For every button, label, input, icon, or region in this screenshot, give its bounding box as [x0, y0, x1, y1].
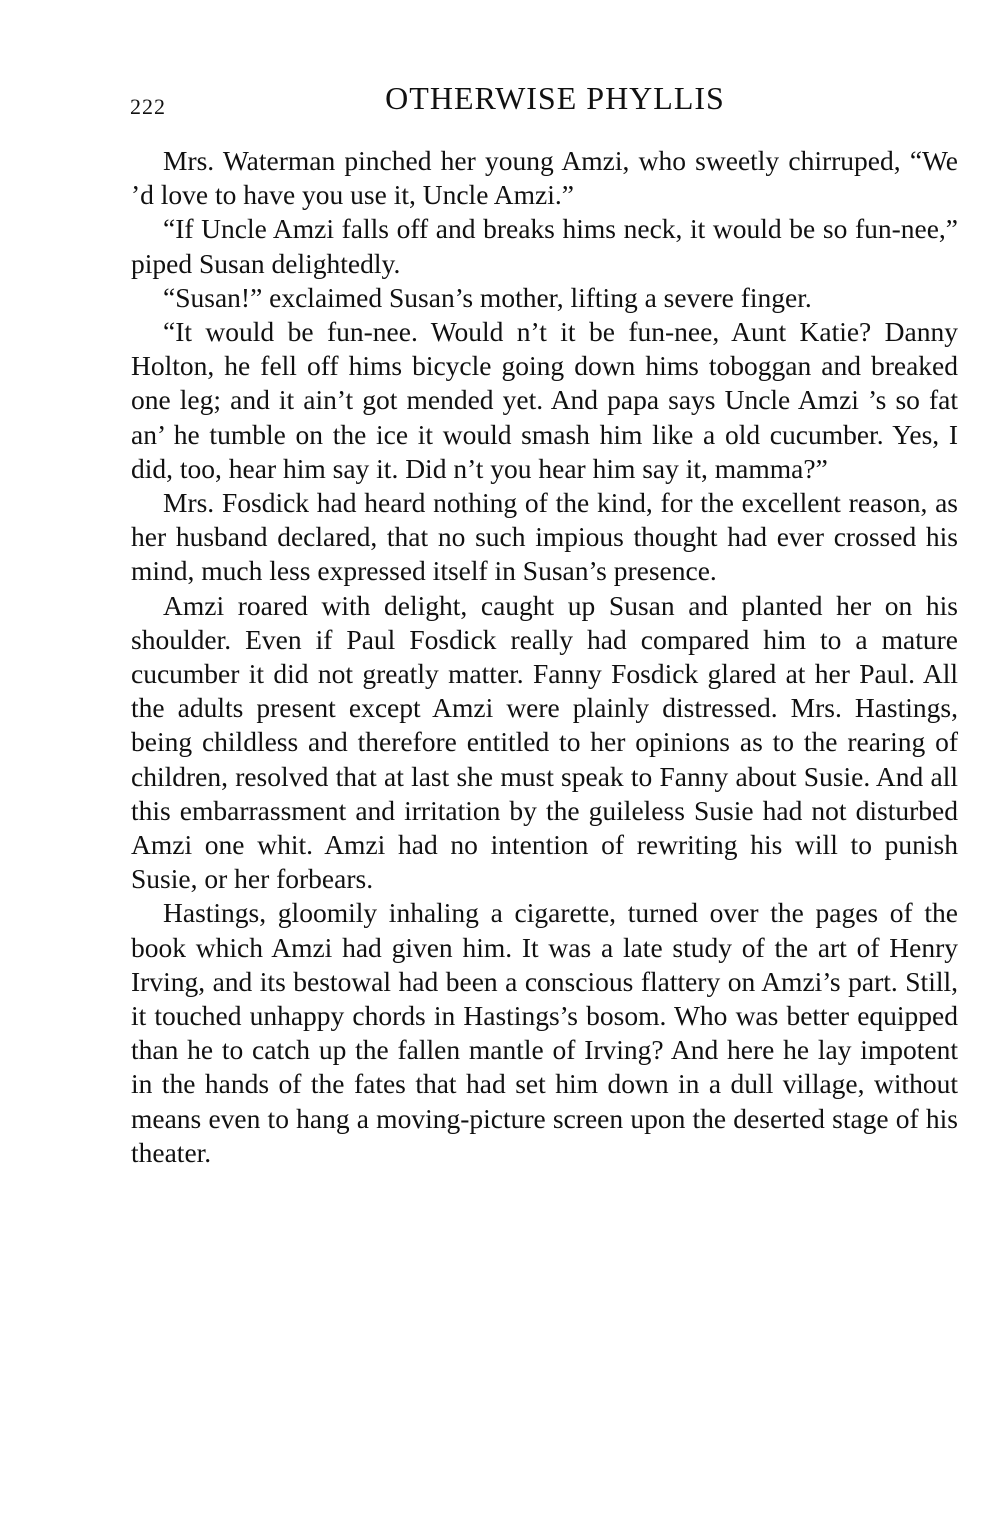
page-header [130, 80, 960, 124]
paragraph-6: Amzi roared with delight, caught up Susan and planted her on his shoulder. Even if Paul Fosdick really had compared him to a mature cucumber it did not greatly matter. Fanny Fosdick glared at her Paul. All the adults present except Amzi were plainly distressed. Mrs. Hastings, being childless and therefore entitled to her opinions as to the rearing of children, resolved that at last she must speak to Fanny about Susie. And all this embarrassment and irritation by the guileless Susie had not disturbed Amzi one whit. Amzi had no intention of rewriting his will to punish Susie, or her forbears. [131, 589, 958, 895]
paragraph-2: “If Uncle Amzi falls off and breaks hims neck, it would be so fun-nee,” piped Susan delightedly. [131, 213, 958, 279]
running-title: OTHERWISE PHYLLIS [385, 80, 725, 116]
paragraph-1: Mrs. Waterman pinched her young Amzi, who sweetly chirruped, “We ’d love to have you use it, Uncle Amzi.” [131, 145, 958, 211]
body-text [131, 144, 958, 1170]
paragraph-7: Hastings, gloomily inhaling a cigarette, turned over the pages of the book which Amzi had given him. It was a late study of the art of Henry Irving, and its bestowal had been a conscious flattery on Amzi’s part. Still, it touched unhappy chords in Hastings’s bosom. Who was better equipped than he to catch up the fallen mantle of Irving? And here he lay impotent in the hands of the fates that had set him down in a dull village, without means even to hang a moving-picture screen upon the deserted stage of his theater. [131, 897, 958, 1168]
paragraph-5: Mrs. Fosdick had heard nothing of the kind, for the excellent reason, as her husband declared, that no such impious thought had ever crossed his mind, much less expressed itself in Susan’s presence. [131, 487, 958, 587]
page-number: 222 [130, 94, 166, 119]
paragraph-3: “Susan!” exclaimed Susan’s mother, lifting a severe finger. [163, 281, 812, 313]
paragraph-4: “It would be fun-nee. Would n’t it be fun-nee, Aunt Katie? Danny Holton, he fell off hims bicycle going down hims toboggan and breaked one leg; and it ain’t got mended yet. And papa says Uncle Amzi ’s so fat an’ he tumble on the ice it would smash him like a old cucumber. Yes, I did, too, hear him say it. Did n’t you hear him say it, mamma?” [131, 316, 958, 484]
